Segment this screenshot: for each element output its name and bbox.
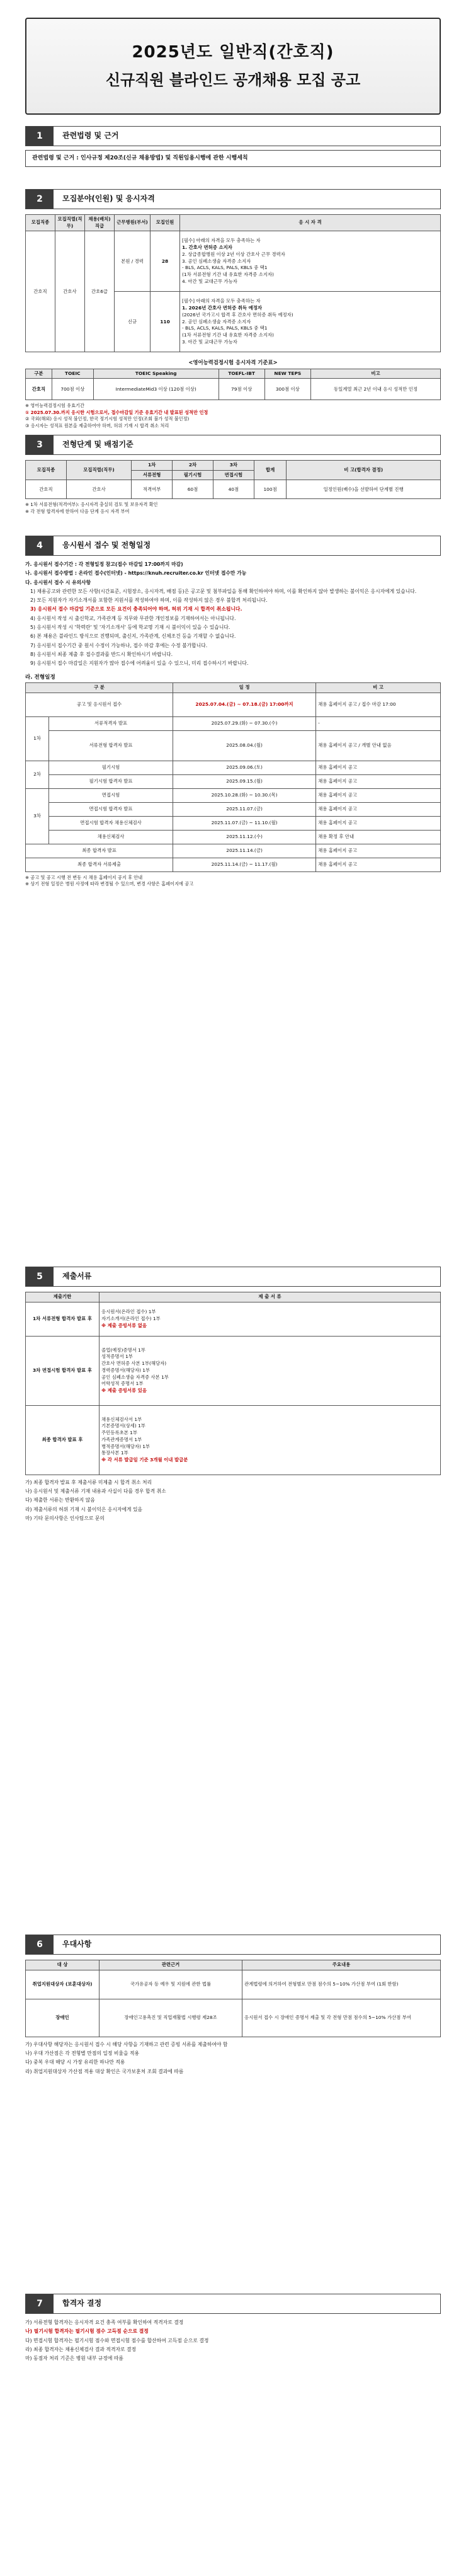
qual-line: 3. 아간 및 교대근무 가능자 xyxy=(182,338,237,345)
qual-line: (1차 서류전형 기간 내 유효한 자격증 소지자) xyxy=(182,332,274,338)
notice-header xyxy=(25,18,441,115)
schedule-date: 2025.07.04.(금) ~ 07.18.(금) 17:00까지 xyxy=(173,693,316,716)
col-header: 비 고 xyxy=(316,683,441,693)
dept-name: 경력 xyxy=(134,258,144,264)
pref-note: 라) 취업지원대상자 가산점 적용 대상 확인은 국가보훈처 조회 결과에 따름 xyxy=(25,2068,184,2074)
section-1 xyxy=(25,126,441,167)
doc-item: 성적증명서 1부 xyxy=(101,1354,133,1360)
legal-basis-banner: 관련법령 및 근거 : 인사규정 제20조(신규 채용방법) 및 직원임용시행에 관한 시행세칙 xyxy=(25,150,441,167)
schedule-note: 채용 확정 후 안내 xyxy=(316,830,441,844)
section-label: 응시원서 접수 및 전형일정 xyxy=(62,541,151,550)
section-5 xyxy=(25,1267,441,1524)
col-header: 대 상 xyxy=(26,1960,99,1970)
cell-dept: 신규 xyxy=(115,292,151,352)
schedule-note: - xyxy=(316,716,441,730)
pref-target: 장애인 xyxy=(26,1999,99,2037)
pref-content: 응시원서 접수 시 장애인 증명서 제출 및 각 전형 만점 점수의 5~10% 가산점 부여 xyxy=(242,1999,441,2037)
col-header: 일 정 xyxy=(173,683,316,693)
caution-heading: 다. 응시원서 접수 시 유의사항 xyxy=(25,579,91,585)
col-header: 주요내용 xyxy=(242,1960,441,1970)
section-6-title xyxy=(25,1935,441,1955)
header-title-line1: 2025년도 일반직(간호직) xyxy=(132,42,334,62)
doc-item: 채용신체검사서 1부 xyxy=(101,1416,142,1422)
doc-note: 다) 제출한 서류는 반환하지 않음 xyxy=(25,1497,95,1504)
pref-content: 관계법령에 의거하여 전형별로 만점 점수의 5~10% 가산점 부여 (1회 한함) xyxy=(242,1970,441,1999)
schedule-step: 최종 합격자 서류제출 xyxy=(26,858,173,871)
qual-line: 2. 공인 심폐소생술 자격증 소지자 xyxy=(182,318,251,325)
schedule-step: 공고 및 응시원서 접수 xyxy=(26,693,173,716)
application-method: 나. 응시원서 접수방법 : 온라인 접수(인터넷) - https://knuh.recruiter.co.kr 인터넷 접수만 가능 xyxy=(25,570,247,577)
schedule-step: 채용신체검사 xyxy=(49,830,173,844)
col-header: 모집직종 xyxy=(26,461,67,480)
col-header: 합계 xyxy=(254,461,287,480)
qual-line: 3. 공인 심폐소생술 자격증 소지자 xyxy=(182,258,251,264)
col-subheader: 필기시험 xyxy=(173,470,213,480)
section-2 xyxy=(25,189,441,429)
result-notes xyxy=(25,2319,441,2362)
schedule-step: 필기시험 합격자 발표 xyxy=(49,774,173,788)
lang-note: ※ 영어능력검정시험 유효기간 xyxy=(25,403,84,409)
schedule-step: 최종 합격자 발표 xyxy=(26,844,173,858)
schedule-note: 채용 홈페이지 공고 / 개별 안내 없음 xyxy=(316,730,441,761)
col-header: TOEFL-IBT xyxy=(219,369,264,379)
section-1-title xyxy=(25,126,441,146)
qual-line: 1. 간호사 면허증 소지자 xyxy=(182,244,232,251)
stage-cell: 간호사 xyxy=(66,480,131,499)
qual-line: (1차 서류전형 기간 내 유효한 자격증 소지자) xyxy=(182,272,274,278)
col-header: 모집직렬(직무) xyxy=(66,461,131,480)
col-header: 채용(배치)직급 xyxy=(85,215,115,231)
schedule-heading: 라. 전형일정 xyxy=(25,674,55,681)
lang-cell: 동일계열 최근 2년 이내 응시 성적만 인정 xyxy=(310,379,440,400)
col-header: 모집직종 xyxy=(26,215,55,231)
col-header: 제 출 서 류 xyxy=(99,1292,441,1302)
qual-line: - BLS, ACLS, KALS, PALS, KBLS 중 택1 xyxy=(182,265,268,271)
schedule-table xyxy=(25,682,441,872)
doc-when: 최종 합격자 발표 후 xyxy=(26,1405,99,1475)
col-header: 제출기한 xyxy=(26,1292,99,1302)
section-number: 2 xyxy=(26,190,54,209)
col-header: 모집직렬(직무) xyxy=(55,215,85,231)
hospital-name: 본원 xyxy=(121,258,130,264)
schedule-date: 2025.08.04.(월) xyxy=(173,730,316,761)
qual-line: 4. 아간 및 교대근무 가능자 xyxy=(182,278,237,284)
qual-line: [필수] 아래의 자격을 모두 충족하는 자 xyxy=(182,298,261,304)
lang-note: ② 국외(해외) 응시 성적 불인정, 한국 정기시험 성적만 인정(조회 불가 성적 불인정) xyxy=(25,416,190,422)
schedule-step: 면접시험 합격자 채용신체검사 xyxy=(49,816,173,830)
section-label: 제출서류 xyxy=(62,1272,92,1281)
doc-item: ※ 제출 증빙서류 없음 xyxy=(101,1322,147,1328)
result-note: 다) 면접시험 합격자는 필기시험 점수와 면접시험 점수를 합산하여 고득점 순으로 결정 xyxy=(25,2337,209,2343)
doc-item: 가족관계증명서 1부 xyxy=(101,1436,142,1442)
col-subheader: 면접시험 xyxy=(213,470,254,480)
caution-item: 4) 응시원서 작성 시 출신학교, 가족관계 등 직무와 무관한 개인정보를 기재하여서는 아니됩니다. xyxy=(30,615,236,621)
schedule-phase: 2차 xyxy=(26,761,49,788)
schedule-note: 채용 홈페이지 공고 / 접수 마감 17:00 xyxy=(316,693,441,716)
pref-note: 다) 중복 우대 해당 시 가장 유리한 하나만 적용 xyxy=(25,2059,125,2066)
doc-item: 간호사 면허증 사본 1부(해당자) xyxy=(101,1360,167,1367)
schedule-notes xyxy=(25,875,441,888)
schedule-date: 2025.10.28.(화) ~ 10.30.(목) xyxy=(173,788,316,802)
cell-hospital-dept: 본원 / 경력 xyxy=(115,231,151,292)
col-header: TOEIC xyxy=(52,369,93,379)
lang-cell: 간호직 xyxy=(26,379,52,400)
section-7-title xyxy=(25,2294,441,2314)
stage-notes xyxy=(25,502,441,515)
stage-cell: 100점 xyxy=(254,480,287,499)
col-header: 비고 xyxy=(310,369,440,379)
schedule-date: 2025.11.07.(금) xyxy=(173,802,316,816)
recruitment-table xyxy=(25,214,441,352)
section-label: 모집분야(인원) 및 응시자격 xyxy=(62,194,155,204)
pref-note: 나) 우대 가산점은 각 전형별 만점의 일정 비율을 적용 xyxy=(25,2050,140,2057)
section-label: 합격자 결정 xyxy=(62,2299,102,2308)
qual-line: [필수] 아래의 자격을 모두 충족하는 자 xyxy=(182,238,261,244)
caution-list xyxy=(25,588,441,667)
lang-cell: IntermediateMid3 이상 (120점 이상) xyxy=(93,379,219,400)
doc-note: 나) 응시원서 및 제출서류 기재 내용과 사실이 다를 경우 합격 취소 xyxy=(25,1488,166,1495)
section-number: 3 xyxy=(26,435,54,454)
schedule-footnote: ※ 상기 전형 일정은 병원 사정에 따라 변경될 수 있으며, 변경 사항은 홈페이지에 공고 xyxy=(25,881,194,887)
lang-cell: 79점 이상 xyxy=(219,379,264,400)
schedule-date: 2025.11.12.(수) xyxy=(173,830,316,844)
lang-note: ① 2025.07.30.까지 응시한 시험으로서, 접수마감일 기준 유효기간 내 발표된 성적만 인정 xyxy=(25,409,208,415)
cell-quals xyxy=(180,231,441,292)
cell-grade: 간호6급 xyxy=(85,231,115,352)
col-header: 구분 xyxy=(26,369,52,379)
schedule-date: 2025.11.07.(금) ~ 11.10.(월) xyxy=(173,816,316,830)
pref-notes xyxy=(25,2041,441,2075)
documents-table xyxy=(25,1292,441,1475)
doc-item: 통장사본 1부 xyxy=(101,1450,128,1456)
section-number: 1 xyxy=(26,127,54,146)
schedule-step: 서류전형 합격자 발표 xyxy=(49,730,173,761)
doc-item: 주민등록초본 1부 xyxy=(101,1430,138,1436)
section-5-title xyxy=(25,1267,441,1287)
stage-note: ※ 각 전형 합격자에 한하여 다음 단계 응시 자격 부여 xyxy=(25,508,130,514)
col-header: 1차 xyxy=(132,461,173,471)
doc-item: 경력증명서(해당자) 1부 xyxy=(101,1367,151,1373)
doc-item: 공인 심폐소생술 자격증 사본 1부 xyxy=(101,1374,169,1380)
col-header: 비 고(합격자 결정) xyxy=(287,461,441,480)
doc-item: 병적증명서(해당자) 1부 xyxy=(101,1443,151,1449)
section-label: 우대사항 xyxy=(62,1940,92,1949)
caution-item: 6) 본 채용은 블라인드 방식으로 진행되며, 출신지, 가족관계, 신체조건 등을 기재할 수 없습니다. xyxy=(30,633,236,640)
section-number: 7 xyxy=(26,2294,54,2313)
doc-list xyxy=(99,1405,441,1475)
section-2-title xyxy=(25,189,441,209)
schedule-date: 2025.11.14.(금) xyxy=(173,844,316,858)
result-note: 나) 필기시험 합격자는 필기시험 점수 고득점 순으로 결정 xyxy=(25,2328,149,2335)
lang-note: ③ 응시자는 성적표 원본을 제출하여야 하며, 허위 기재 시 합격 취소 처리 xyxy=(25,422,169,428)
schedule-step: 필기시험 xyxy=(49,761,173,774)
doc-when: 3차 면접시험 합격자 발표 후 xyxy=(26,1336,99,1405)
stages-table xyxy=(25,460,441,499)
doc-item: 기본증명서(상세) 1부 xyxy=(101,1423,145,1429)
schedule-note: 채용 홈페이지 공고 xyxy=(316,858,441,871)
caution-item: 8) 응시원서 최종 제출 후 접수결과를 반드시 확인하시기 바랍니다. xyxy=(30,651,173,657)
doc-note: 라) 제출서류의 허위 기재 시 불이익은 응시자에게 있음 xyxy=(25,1506,143,1512)
pref-target: 취업지원대상자 (보훈대상자) xyxy=(26,1970,99,1999)
section-4-title xyxy=(25,536,441,556)
section-3-title xyxy=(25,435,441,455)
caution-item: 7) 응시원서 접수기간 중 원서 수정이 가능하나, 접수 마감 후에는 수정 불가합니다. xyxy=(30,642,208,648)
section-number: 4 xyxy=(26,536,54,555)
doc-list xyxy=(99,1336,441,1405)
stage-cell: 40점 xyxy=(213,480,254,499)
qual-line: (2026년 국가고시 합격 후 간호사 면허증 취득 예정자) xyxy=(182,311,293,318)
col-subheader: 서류전형 xyxy=(132,470,173,480)
schedule-date: 2025.11.14.(금) ~ 11.17.(월) xyxy=(173,858,316,871)
cell-quals xyxy=(180,292,441,352)
pref-note: 가) 우대사항 해당자는 응시원서 접수 시 해당 사항을 기재하고 관련 증빙 서류를 제출하여야 함 xyxy=(25,2041,228,2047)
header-title-line2: 신규직원 블라인드 공개채용 모집 공고 xyxy=(105,71,361,89)
cell-count: 110 xyxy=(151,292,180,352)
caution-item: 9) 응시원서 접수 마감일은 지원자가 많아 접수에 어려움이 있을 수 있으니, 미리 접수하시기 바랍니다. xyxy=(30,660,249,667)
doc-when: 1차 서류전형 합격자 발표 후 xyxy=(26,1302,99,1336)
schedule-note: 채용 홈페이지 공고 xyxy=(316,816,441,830)
stage-cell: 일정인원(배수)을 선발하여 단계별 진행 xyxy=(287,480,441,499)
schedule-step: 면접시험 합격자 발표 xyxy=(49,802,173,816)
doc-notes xyxy=(25,1479,441,1522)
section-label: 전형단계 및 배점기준 xyxy=(62,440,134,449)
col-header: TOEIC Speaking xyxy=(93,369,219,379)
schedule-phase: 3차 xyxy=(26,788,49,844)
schedule-note: 채용 홈페이지 공고 xyxy=(316,761,441,774)
schedule-date: 2025.09.06.(토) xyxy=(173,761,316,774)
col-header: 2차 xyxy=(173,461,213,471)
section-4 xyxy=(25,536,441,888)
doc-item: 자기소개서(온라인 접수) 1부 xyxy=(101,1315,161,1321)
qual-line: 2. 상급종합병원 이상 2년 이상 간호사 근무 경력자 xyxy=(182,251,285,257)
schedule-note: 채용 홈페이지 공고 xyxy=(316,844,441,858)
lang-table-caption: <영어능력검정시험 응시자격 기준표> xyxy=(188,359,278,366)
qual-line: 1. 2026년 간호사 면허증 취득 예정자 xyxy=(182,305,263,311)
col-header: 구 분 xyxy=(26,683,173,693)
schedule-footnote: ※ 공고 및 공고 시행 전 변동 시 채용 홈페이지 공지 후 안내 xyxy=(25,874,143,880)
col-header: 응 시 자 격 xyxy=(180,215,441,231)
schedule-note: 채용 홈페이지 공고 xyxy=(316,788,441,802)
doc-item: 졸업(예정)증명서 1부 xyxy=(101,1347,145,1353)
pref-basis: 장애인고용촉진 및 직업재활법 시행령 제28조 xyxy=(99,1999,242,2037)
caution-item: 5) 응시원서 작성 시 '학력란' 및 '자기소개서' 등에 학교명 기재 시 불이익이 있을 수 있습니다. xyxy=(30,624,230,631)
doc-note: 가) 최종 합격자 발표 후 제출서류 미제출 시 합격 취소 처리 xyxy=(25,1479,152,1485)
result-note: 마) 동점자 처리 기준은 병원 내부 규정에 따름 xyxy=(25,2355,123,2362)
col-header: NEW TEPS xyxy=(264,369,310,379)
schedule-step: 면접시험 xyxy=(49,788,173,802)
col-header: 관련근거 xyxy=(99,1960,242,1970)
col-header: 3차 xyxy=(213,461,254,471)
qual-line: - BLS, ACLS, KALS, PALS, KBLS 중 택1 xyxy=(182,325,268,331)
section-7 xyxy=(25,2294,441,2364)
doc-item: ※ 각 서류 발급일 기준 3개월 이내 발급분 xyxy=(101,1457,188,1463)
cell-job: 간호직 xyxy=(26,231,55,352)
lang-cell: 300점 이상 xyxy=(264,379,310,400)
schedule-note: 채용 홈페이지 공고 xyxy=(316,802,441,816)
section-number: 5 xyxy=(26,1267,54,1286)
schedule-phase: 1차 xyxy=(26,716,49,761)
stage-cell: 60점 xyxy=(173,480,213,499)
lang-notes xyxy=(25,403,441,429)
schedule-date: 2025.09.15.(월) xyxy=(173,774,316,788)
application-period: 가. 응시원서 접수기간 : 각 전형일정 참고(접수 마감일 17:00까지 마감) xyxy=(25,561,183,567)
section-3 xyxy=(25,435,441,515)
section-6 xyxy=(25,1935,441,2077)
col-header: 근무병원(부서) xyxy=(115,215,151,231)
doc-item: 어학성적 증명서 1부 xyxy=(101,1381,144,1387)
caution-item: 3) 응시원서 접수 마감일 기준으로 모든 요건이 충족되어야 하며, 허위 기재 시 합격이 취소됩니다. xyxy=(30,606,242,612)
result-note: 라) 최종 합격자는 채용신체검사 결과 적격자로 결정 xyxy=(25,2346,137,2352)
section-number: 6 xyxy=(26,1935,54,1954)
schedule-note: 채용 홈페이지 공고 xyxy=(316,774,441,788)
pref-basis: 국가유공자 등 예우 및 지원에 관한 법률 xyxy=(99,1970,242,1999)
doc-item: ※ 제출 증빙서류 있음 xyxy=(101,1388,147,1394)
caution-item: 1) 채용공고와 관련한 모든 사항(시간표준, 시험장소, 응시자격, 배점 등)은 공고문 및 첨부파일을 통해 확인하여야 하며, 이를 확인하지 않아 발생하는 불이익은 응시자에게 있습니다. xyxy=(30,588,417,594)
result-note: 가) 서류전형 합격자는 응시자격 요건 충족 여부를 확인하여 적격자로 결정 xyxy=(25,2320,184,2325)
section-label: 관련법령 및 근거 xyxy=(62,131,119,141)
col-header: 모집인원 xyxy=(151,215,180,231)
schedule-step: 서류적격자 발표 xyxy=(49,716,173,730)
stage-cell: 간호직 xyxy=(26,480,67,499)
cell-series: 간호사 xyxy=(55,231,85,352)
stage-note: ※ 1차 서류전형(적격여부): 응시자격 충실히 검토 및 보유자격 확인 xyxy=(25,502,158,508)
schedule-date: 2025.07.29.(화) ~ 07.30.(수) xyxy=(173,716,316,730)
doc-note: 마) 기타 문의사항은 인사팀으로 문의 xyxy=(25,1515,105,1521)
lang-table xyxy=(25,369,441,401)
doc-item: 응시원서(온라인 접수) 1부 xyxy=(101,1309,156,1315)
lang-cell: 700점 이상 xyxy=(52,379,93,400)
preference-table xyxy=(25,1960,441,2037)
stage-cell: 적격여부 xyxy=(132,480,173,499)
doc-list xyxy=(99,1302,441,1336)
cell-count: 28 xyxy=(151,231,180,292)
caution-item: 2) 모든 지원자가 자기소개서를 포함한 지원서를 작성하여야 하며, 이를 작성하지 않은 경우 불합격 처리됩니다. xyxy=(30,597,268,604)
